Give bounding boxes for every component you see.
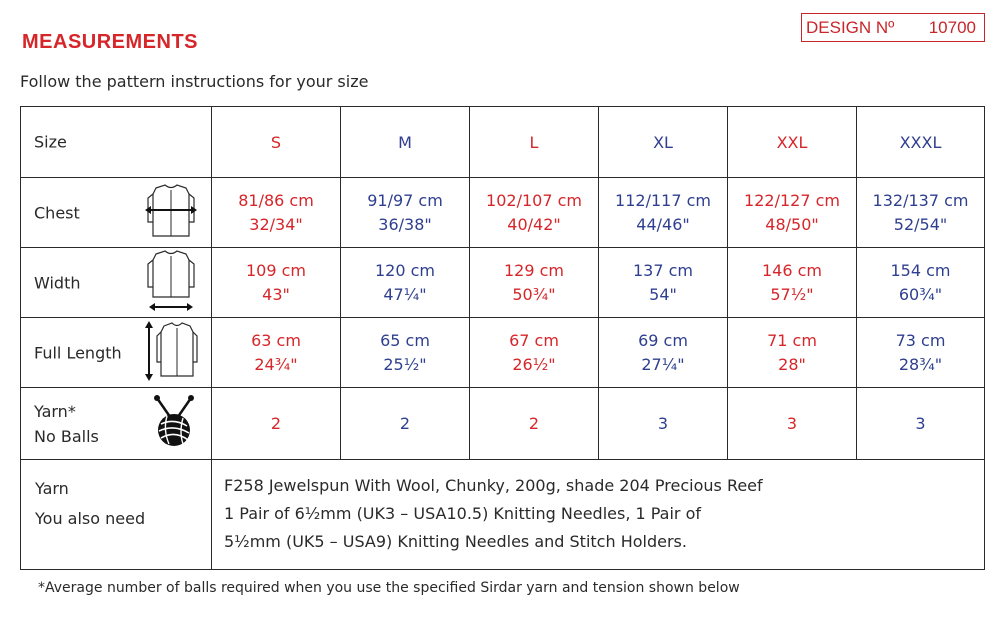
- footnote: *Average number of balls required when you use the specified Sirdar yarn and tension shown below: [38, 580, 740, 596]
- width-row: [21, 248, 985, 318]
- length-cell-m: [341, 318, 470, 388]
- notes-yarn-label: Yarn: [35, 479, 69, 498]
- chest-label: Chest: [34, 203, 80, 222]
- width-metric-l: 129 cm: [503, 260, 564, 280]
- notes-row: [21, 460, 985, 570]
- length-cell-xxxl: [857, 318, 985, 388]
- size-header-l: L: [470, 107, 599, 178]
- width-metric-xxxl: 154 cm: [890, 260, 951, 280]
- garment-chest-icon: [143, 182, 199, 244]
- design-number-box: [801, 13, 985, 42]
- notes-yarn-text: F258 Jewelspun With Wool, Chunky, 200g, shade 204 Precious Reef: [224, 476, 763, 495]
- length-metric-xxl: 71 cm: [767, 330, 817, 350]
- width-imperial-s: 43": [262, 284, 290, 304]
- yarn-balls-row: [21, 388, 985, 460]
- size-header-m: M: [341, 107, 470, 178]
- chest-imperial-xl: 44/46": [636, 214, 690, 234]
- chest-cell-l: [470, 178, 599, 248]
- chest-cell-xxxl: [857, 178, 985, 248]
- chest-cell-s: [212, 178, 341, 248]
- length-cell-xl: [599, 318, 728, 388]
- size-header-row: [21, 107, 985, 178]
- length-row: [21, 318, 985, 388]
- width-imperial-xxxl: 60¾": [898, 284, 943, 304]
- width-metric-m: 120 cm: [374, 260, 435, 280]
- width-imperial-m: 47¼": [383, 284, 427, 304]
- chest-metric-xxl: 122/127 cm: [744, 190, 840, 210]
- width-imperial-xxl: 57½": [770, 284, 814, 304]
- yarn-ball-needles-icon: [149, 394, 199, 454]
- size-header-xxl: XXL: [728, 107, 857, 178]
- garment-length-icon: [143, 320, 199, 386]
- balls-cell-s: 2: [212, 388, 341, 460]
- chest-imperial-l: 40/42": [507, 214, 561, 234]
- length-imperial-s: 24¾": [254, 354, 298, 374]
- length-metric-xxxl: 73 cm: [895, 330, 946, 350]
- notes-body-cell: [212, 460, 985, 570]
- size-header-xxxl: XXXL: [857, 107, 985, 178]
- length-imperial-xxxl: 28¾": [898, 354, 943, 374]
- yarn-balls-label: [34, 399, 99, 449]
- chest-metric-m: 91/97 cm: [367, 190, 443, 210]
- length-imperial-l: 26½": [512, 354, 556, 374]
- length-cell-s: [212, 318, 341, 388]
- garment-width-icon: [143, 249, 199, 317]
- yarn-label-line1: Yarn*: [34, 401, 76, 421]
- notes-also-label: You also need: [35, 509, 146, 528]
- balls-cell-xl: 3: [599, 388, 728, 460]
- width-cell-m: [341, 248, 470, 318]
- width-cell-s: [212, 248, 341, 318]
- chest-row: [21, 178, 985, 248]
- width-imperial-l: 50¾": [512, 284, 556, 304]
- length-imperial-xxl: 28": [778, 354, 806, 374]
- chest-imperial-xxxl: 52/54": [893, 214, 948, 234]
- length-imperial-xl: 27¼": [641, 354, 685, 374]
- size-label-cell: [21, 107, 212, 178]
- width-cell-xxxl: [857, 248, 985, 318]
- width-cell-xxl: [728, 248, 857, 318]
- yarn-label-cell: [21, 388, 212, 460]
- chest-cell-xl: [599, 178, 728, 248]
- chest-metric-s: 81/86 cm: [238, 190, 314, 210]
- width-metric-s: 109 cm: [245, 260, 306, 280]
- width-metric-xxl: 146 cm: [761, 260, 822, 280]
- notes-label-cell: [21, 460, 212, 570]
- length-label: Full Length: [34, 343, 122, 362]
- chest-imperial-s: 32/34": [249, 214, 303, 234]
- page-title: MEASUREMENTS: [22, 31, 199, 53]
- chest-cell-xxl: [728, 178, 857, 248]
- balls-cell-m: 2: [341, 388, 470, 460]
- chest-metric-xxxl: 132/137 cm: [872, 190, 969, 210]
- chest-imperial-xxl: 48/50": [765, 214, 819, 234]
- size-label: Size: [34, 132, 67, 152]
- length-metric-m: 65 cm: [380, 330, 430, 350]
- width-label: Width: [34, 273, 81, 292]
- chest-metric-xl: 112/117 cm: [615, 190, 711, 210]
- chest-label-cell: [21, 178, 212, 248]
- measurements-table: [20, 106, 985, 570]
- length-cell-xxl: [728, 318, 857, 388]
- chest-metric-l: 102/107 cm: [486, 190, 582, 210]
- length-cell-l: [470, 318, 599, 388]
- width-imperial-xl: 54": [649, 284, 677, 304]
- length-metric-xl: 69 cm: [638, 330, 688, 350]
- subtitle: Follow the pattern instructions for your size: [20, 72, 369, 91]
- length-metric-l: 67 cm: [509, 330, 559, 350]
- chest-cell-m: [341, 178, 470, 248]
- design-label: DESIGN Nº: [806, 17, 895, 37]
- width-label-cell: [21, 248, 212, 318]
- width-cell-xl: [599, 248, 728, 318]
- size-header-xl: XL: [599, 107, 728, 178]
- balls-cell-l: 2: [470, 388, 599, 460]
- width-cell-l: [470, 248, 599, 318]
- notes-also-line2: 5½mm (UK5 – USA9) Knitting Needles and Stitch Holders.: [224, 532, 687, 551]
- length-metric-s: 63 cm: [251, 330, 301, 350]
- chest-imperial-m: 36/38": [378, 214, 432, 234]
- length-label-cell: [21, 318, 212, 388]
- notes-also-line1: 1 Pair of 6½mm (UK3 – USA10.5) Knitting Needles, 1 Pair of: [224, 504, 702, 523]
- balls-cell-xxxl: 3: [857, 388, 985, 460]
- length-imperial-m: 25½": [383, 354, 427, 374]
- yarn-label-line2: No Balls: [34, 426, 99, 446]
- balls-cell-xxl: 3: [728, 388, 857, 460]
- design-number: 10700: [928, 17, 976, 37]
- width-metric-xl: 137 cm: [632, 260, 693, 280]
- size-header-s: S: [212, 107, 341, 178]
